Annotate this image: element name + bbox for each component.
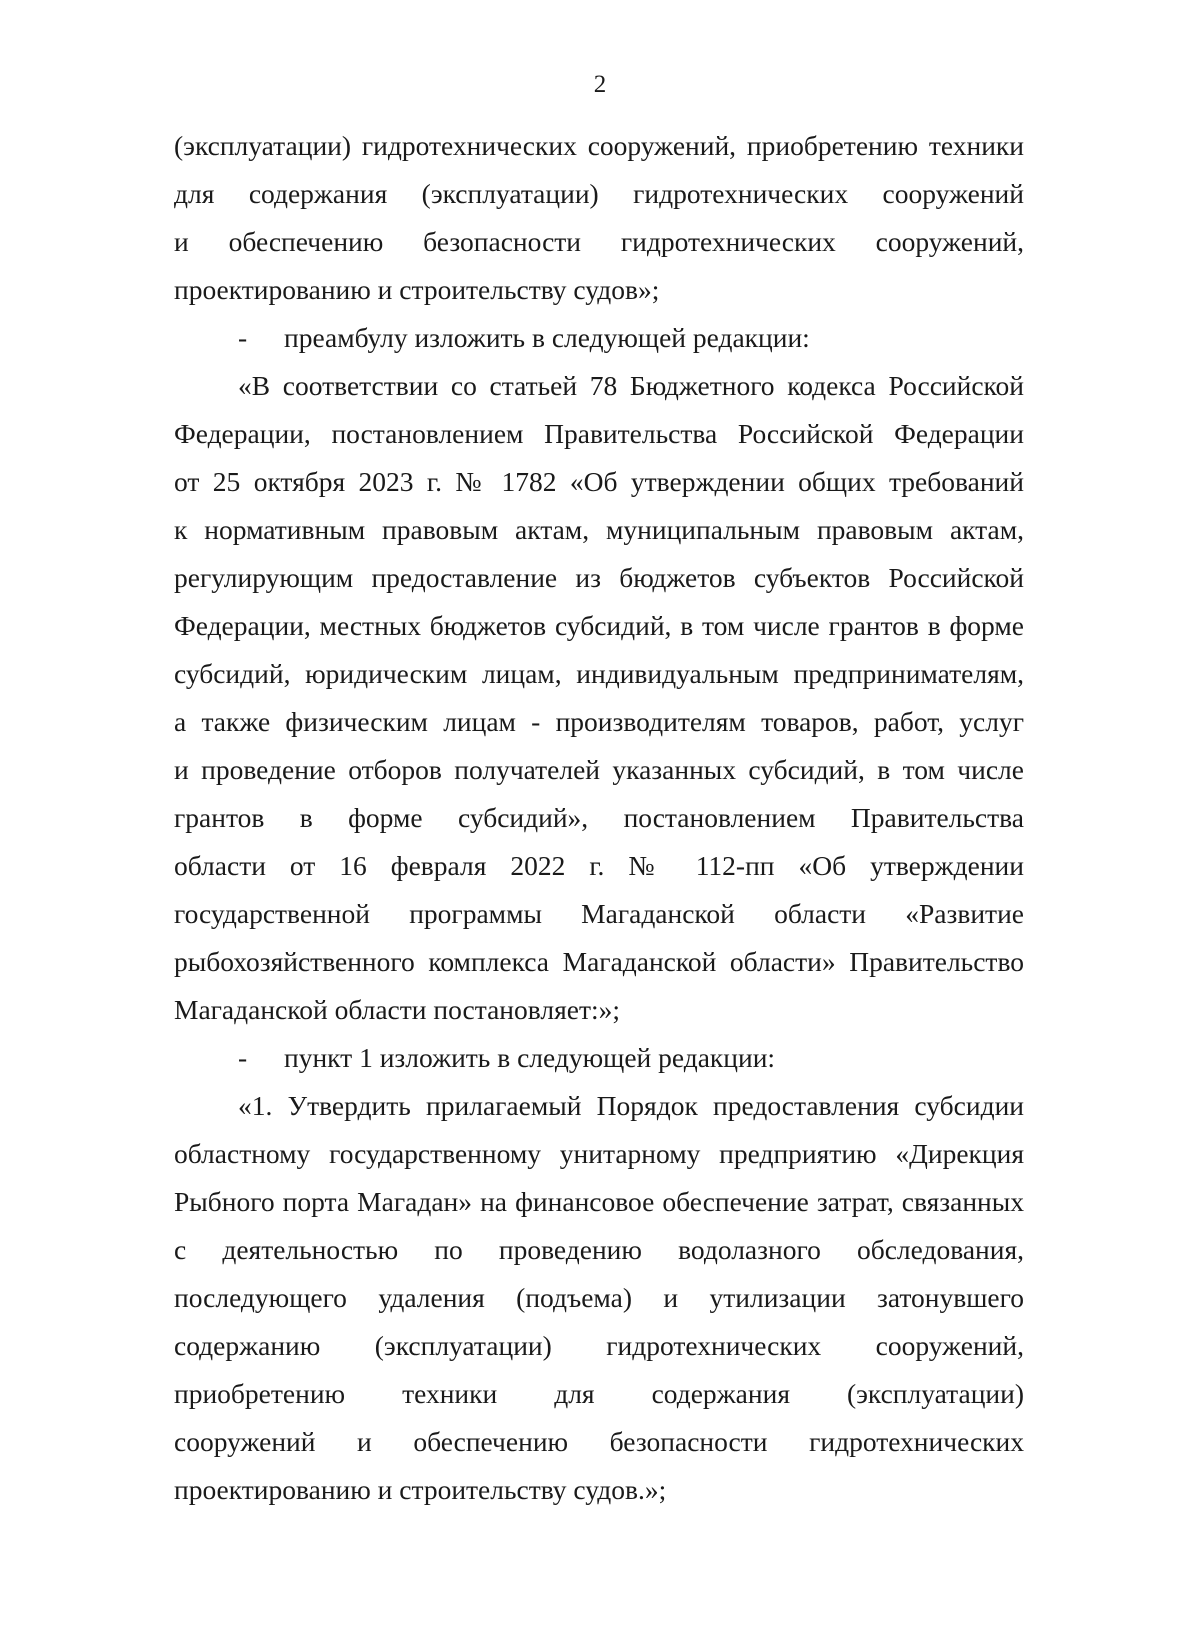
text-line: последующего удаления (подъема) и утилизации затонувшего: [174, 1282, 1024, 1313]
text-line: сооружений и обеспечению безопасности гидротехнических: [174, 1426, 1024, 1457]
list-item-point-1: [174, 1034, 1024, 1082]
list-item-preamble: [174, 314, 1024, 362]
page-number: 2: [593, 71, 607, 98]
text-line: приобретению техники для содержания (эксплуатации): [174, 1378, 1024, 1409]
text-line: (эксплуатации) гидротехнических сооружений, приобретению техники: [174, 130, 1024, 161]
text-line: областному государственному унитарному предприятию «Дирекция: [174, 1138, 1024, 1169]
text-line: проектированию и строительству судов»;: [174, 274, 660, 305]
text-line: к нормативным правовым актам, муниципальным правовым актам,: [174, 514, 1024, 545]
text-line: преамбулу изложить в следующей редакции:: [284, 322, 810, 353]
text-line: «В соответствии со статьей 78 Бюджетного кодекса Российской: [238, 370, 1024, 401]
text-line: с деятельностью по проведению водолазного обследования,: [174, 1234, 1024, 1265]
dash-marker: -: [238, 322, 248, 353]
text-line: а также физическим лицам - производителям товаров, работ, услуг: [174, 706, 1024, 737]
text-line: Федерации, местных бюджетов субсидий, в том числе грантов в форме: [174, 610, 1024, 641]
text-line: содержанию (эксплуатации) гидротехнических сооружений,: [174, 1330, 1024, 1361]
text-line: регулирующим предоставление из бюджетов субъектов Российской: [174, 562, 1024, 593]
text-line: рыбохозяйственного комплекса Магаданской области» Правительство: [174, 946, 1024, 977]
document-body: [174, 122, 1024, 1514]
text-line: Магаданской области постановляет:»;: [174, 994, 621, 1025]
text-line: пункт 1 изложить в следующей редакции:: [284, 1042, 776, 1073]
dash-marker: -: [238, 1042, 248, 1073]
text-line: грантов в форме субсидий», постановлением Правительства: [174, 802, 1024, 833]
text-line: области от 16 февраля 2022 г. № 112-пп «Об утверждении: [174, 850, 1024, 881]
text-line: для содержания (эксплуатации) гидротехнических сооружений: [174, 178, 1024, 209]
text-line: государственной программы Магаданской области «Развитие: [174, 898, 1024, 929]
text-line: и проведение отборов получателей указанных субсидий, в том числе: [174, 754, 1024, 785]
text-line: проектированию и строительству судов.»;: [174, 1474, 667, 1505]
text-line: от 25 октября 2023 г. № 1782 «Об утверждении общих требований: [174, 466, 1024, 497]
text-line: и обеспечению безопасности гидротехнических сооружений,: [174, 226, 1024, 257]
text-line: «1. Утвердить прилагаемый Порядок предоставления субсидии: [238, 1090, 1024, 1121]
text-line: субсидий, юридическим лицам, индивидуальным предпринимателям,: [174, 658, 1024, 689]
text-line: Рыбного порта Магадан» на финансовое обеспечение затрат, связанных: [174, 1186, 1024, 1217]
text-line: Федерации, постановлением Правительства Российской Федерации: [174, 418, 1024, 449]
